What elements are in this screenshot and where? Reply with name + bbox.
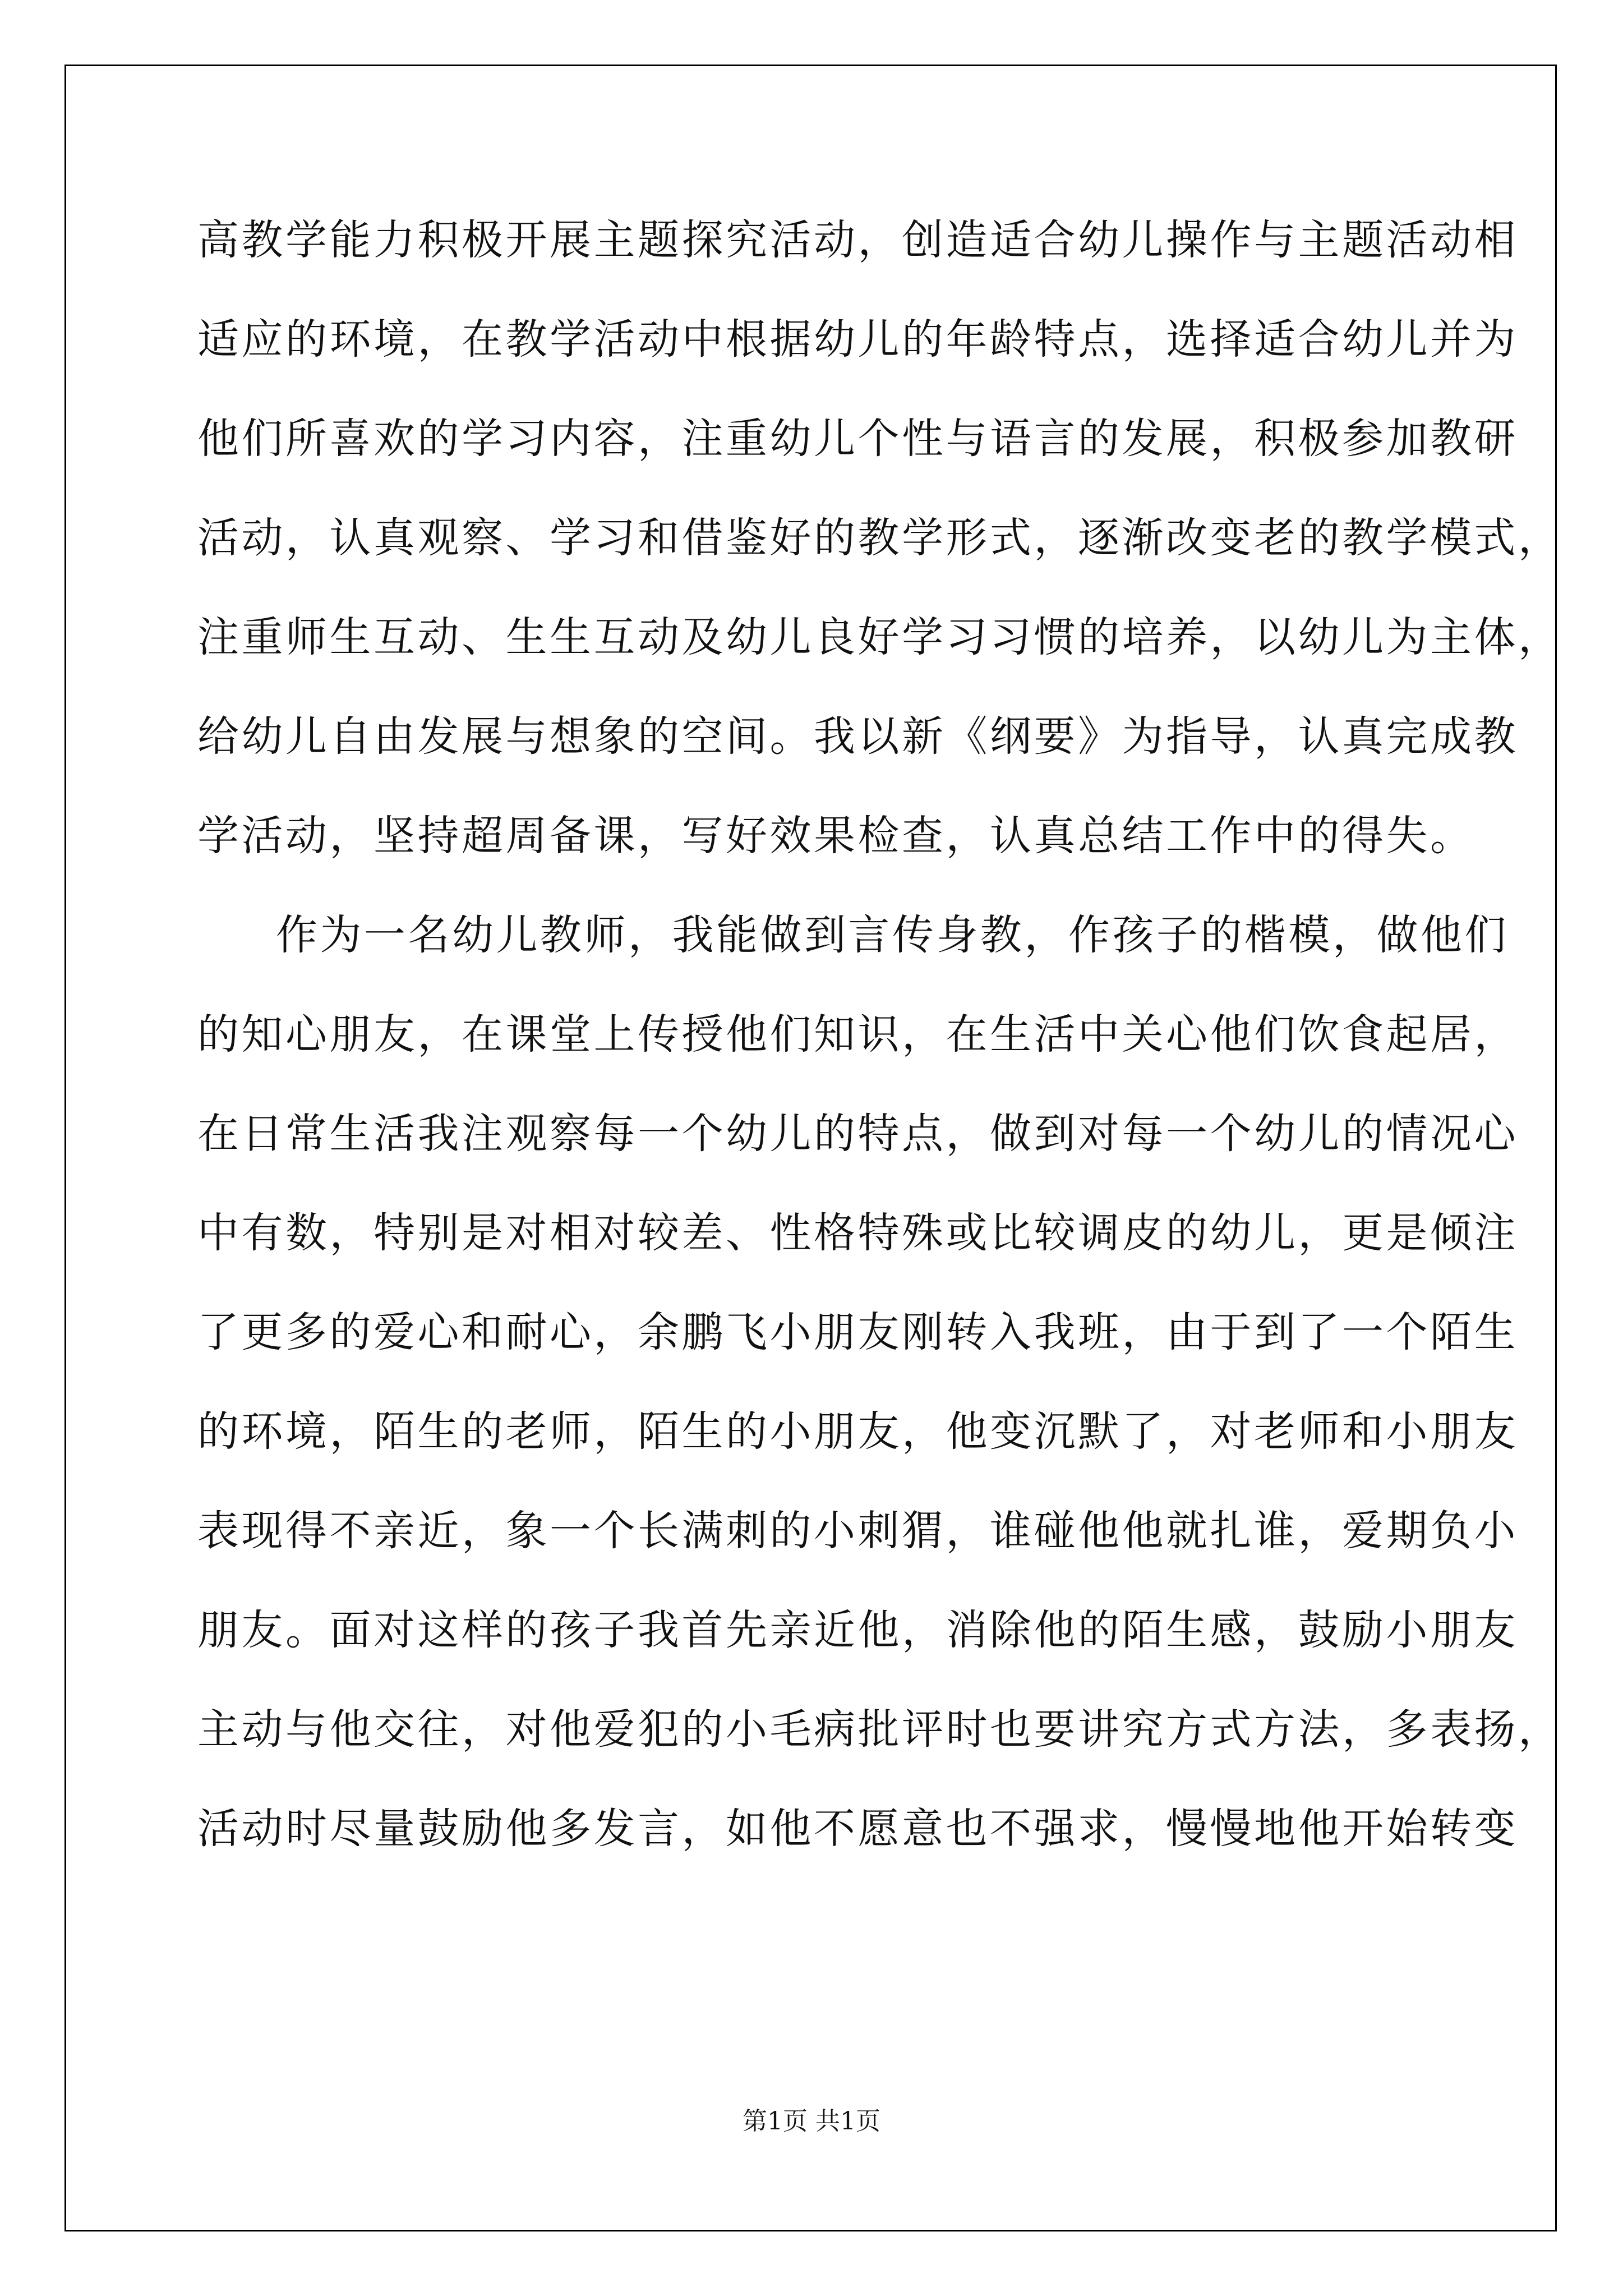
text-line: 主动与他交往，对他爱犯的小毛病批评时也要讲究方式方法，多表扬， [197,1705,1562,1754]
text-line: 中有数，特别是对相对较差、性格特殊或比较调皮的幼儿，更是倾注 [197,1209,1518,1257]
text-line: 给幼儿自由发展与想象的空间。我以新《纲要》为指导，认真完成教 [197,712,1518,761]
text-line: 注重师生互动、生生互动及幼儿良好学习习惯的培养，以幼儿为主体， [197,613,1562,661]
text-line: 的环境，陌生的老师，陌生的小朋友，他变沉默了，对老师和小朋友 [197,1407,1518,1456]
text-line: 他们所喜欢的学习内容，注重幼儿个性与语言的发展，积极参加教研 [197,415,1518,463]
text-line: 了更多的爱心和耐心，余鹏飞小朋友刚转入我班，由于到了一个陌生 [197,1308,1518,1356]
text-line: 表现得不亲近，象一个长满刺的小刺猬，谁碰他他就扎谁，爱期负小 [197,1507,1518,1555]
paragraph-first-line: 作为一名幼儿教师，我能做到言传身教，作孩子的楷模，做他们 [276,911,1509,959]
text-line: 的知心朋友，在课堂上传授他们知识，在生活中关心他们饮食起居， [197,1010,1518,1059]
text-line: 高教学能力积极开展主题探究活动，创造适合幼儿操作与主题活动相 [197,216,1518,264]
text-line: 朋友。面对这样的孩子我首先亲近他，消除他的陌生感，鼓励小朋友 [197,1606,1518,1654]
text-line: 在日常生活我注观察每一个幼儿的特点，做到对每一个幼儿的情况心 [197,1110,1518,1158]
text-line: 活动时尽量鼓励他多发言，如他不愿意也不强求，慢慢地他开始转变 [197,1805,1518,1853]
text-line: 活动，认真观察、学习和借鉴好的教学形式，逐渐改变老的教学模式， [197,514,1562,562]
text-line: 适应的环境，在教学活动中根据幼儿的年龄特点，选择适合幼儿并为 [197,315,1518,364]
text-line: 学活动，坚持超周备课，写好效果检查，认真总结工作中的得失。 [197,812,1474,860]
page-footer: 第1页 共1页 [743,2107,880,2136]
